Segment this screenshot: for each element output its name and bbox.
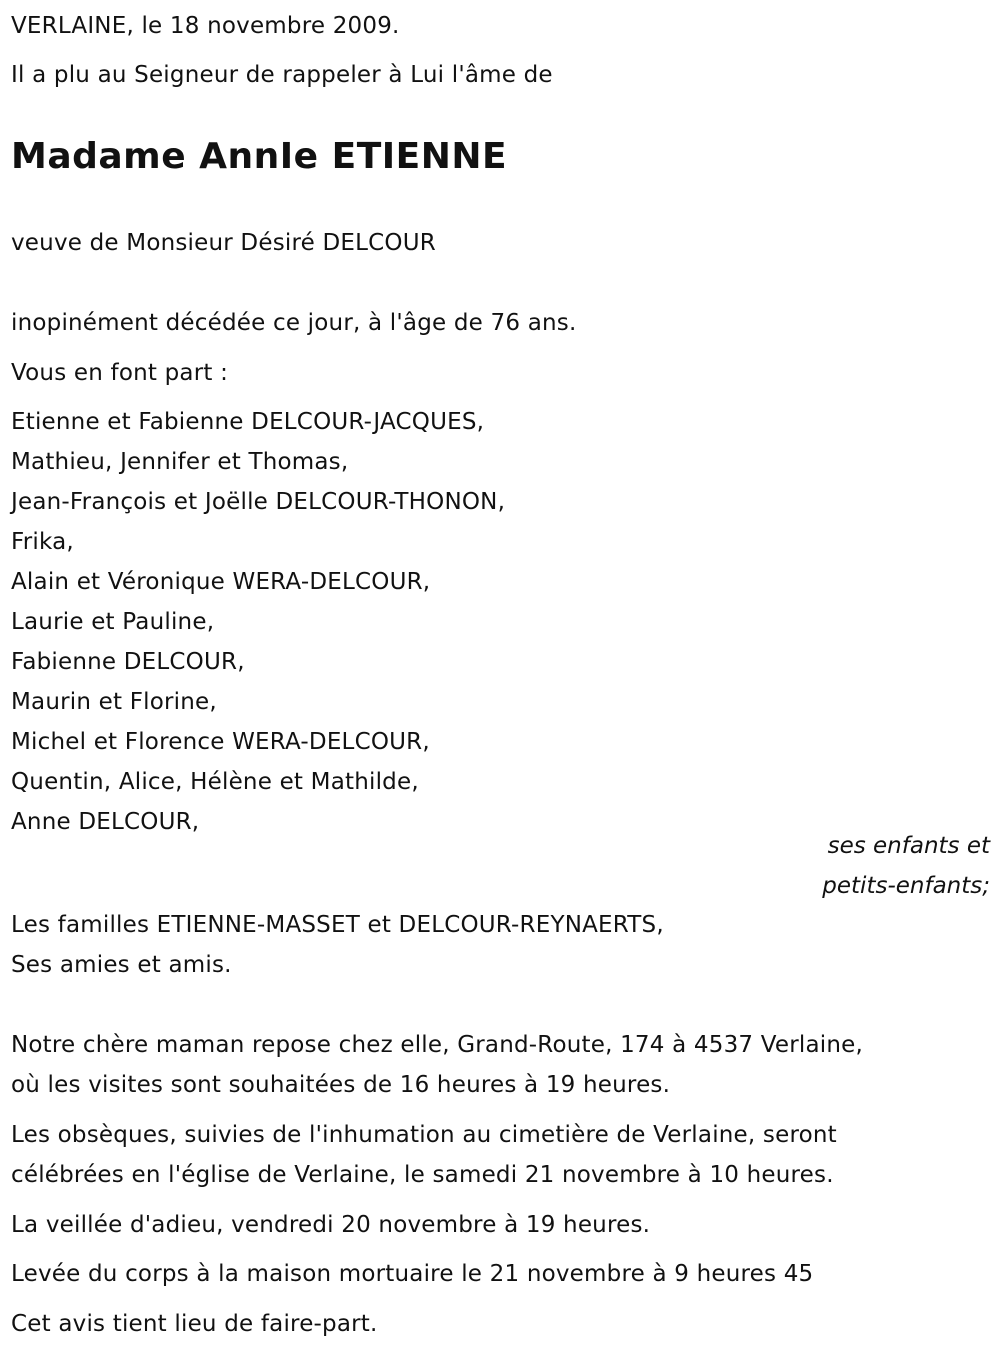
vigil-line: La veillée d'adieu, vendredi 20 novembre à 19 heures.	[11, 1212, 651, 1238]
intro-line: Il a plu au Seigneur de rappeler à Lui l'âme de	[11, 62, 553, 88]
funeral-line: Les obsèques, suivies de l'inhumation au cimetière de Verlaine, seront	[11, 1122, 837, 1148]
rest-place-line: Notre chère maman repose chez elle, Grand-Route, 174 à 4537 Verlaine,	[11, 1032, 864, 1058]
death-line: inopinément décédée ce jour, à l'âge de 76 ans.	[11, 310, 577, 336]
visits-line: où les visites sont souhaitées de 16 heures à 19 heures.	[11, 1072, 671, 1098]
spouse-line: veuve de Monsieur Désiré DELCOUR	[11, 230, 436, 256]
announcers-intro: Vous en font part :	[11, 360, 229, 386]
family-line: Anne DELCOUR,	[11, 809, 200, 835]
family-line: Quentin, Alice, Hélène et Mathilde,	[11, 769, 419, 795]
deceased-name: Madame AnnIe ETIENNE	[11, 136, 508, 177]
relation-line: petits-enfants;	[822, 873, 990, 899]
family-line: Maurin et Florine,	[11, 689, 217, 715]
family-line: Frika,	[11, 529, 74, 555]
family-line: Etienne et Fabienne DELCOUR-JACQUES,	[11, 409, 485, 435]
other-families-line: Les familles ETIENNE-MASSET et DELCOUR-REYNAERTS,	[11, 912, 664, 938]
family-line: Michel et Florence WERA-DELCOUR,	[11, 729, 430, 755]
date-line: VERLAINE, le 18 novembre 2009.	[11, 13, 400, 39]
friends-line: Ses amies et amis.	[11, 952, 232, 978]
relation-line: ses enfants et	[827, 833, 990, 859]
family-line: Jean-François et Joëlle DELCOUR-THONON,	[11, 489, 506, 515]
removal-line: Levée du corps à la maison mortuaire le 21 novembre à 9 heures 45	[11, 1261, 814, 1287]
family-line: Laurie et Pauline,	[11, 609, 215, 635]
funeral-line: célébrées en l'église de Verlaine, le samedi 21 novembre à 10 heures.	[11, 1162, 834, 1188]
family-line: Fabienne DELCOUR,	[11, 649, 245, 675]
family-line: Alain et Véronique WERA-DELCOUR,	[11, 569, 431, 595]
notice-line: Cet avis tient lieu de faire-part.	[11, 1311, 378, 1337]
family-line: Mathieu, Jennifer et Thomas,	[11, 449, 349, 475]
